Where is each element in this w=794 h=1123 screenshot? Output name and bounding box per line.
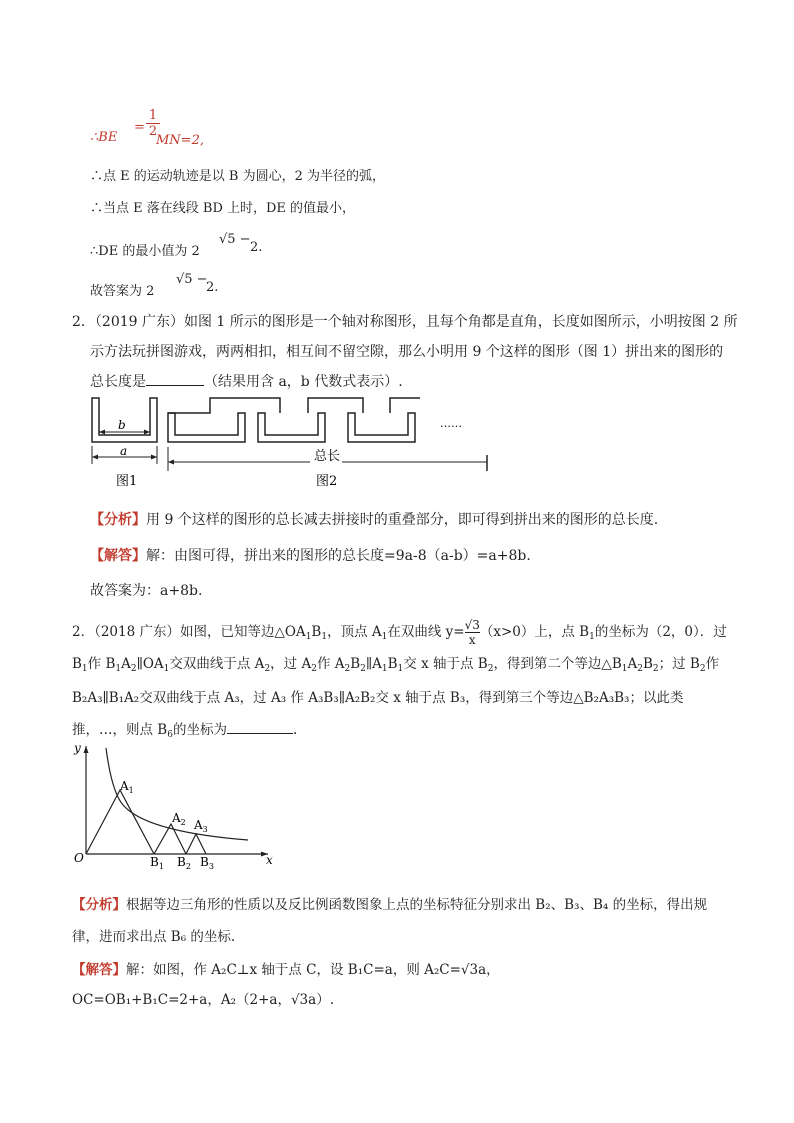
- min-value-label: ∴DE 的最小值为 2: [90, 244, 200, 259]
- b2-label: $B_2$: [177, 855, 191, 871]
- q3-line-3: B₂A₃∥B₁A₂交双曲线于点 A₃，过 A₃ 作 A₃B₃∥A₂B₂交 x 轴于点 B₃，得到第三个等边△B₂A₃B₃；以此类: [72, 690, 684, 706]
- fig2-piece-1: [168, 413, 245, 442]
- q2-line-2: 示方法玩拼图游戏，两两相扣，相互间不留空隙，那么小明用 9 个这样的图形（图 1）拼出来的图形的: [90, 344, 724, 360]
- q3-line-4: 推，…，则点 $B_6$的坐标为 .: [72, 722, 298, 740]
- figure-1-2: [80, 395, 510, 495]
- hyperbola-graph: [68, 738, 283, 873]
- q3-analysis: 【分析】根据等边三角形的性质以及反比例函数图象上点的坐标特征分别求出 B₂、B₃、B₄ 的坐标，得出规: [72, 897, 708, 913]
- q3-line-1: 2．（2018 广东）如图，已知等边$\triangle OA_1B_1$，顶点 $A_1$在双曲线 y= $\frac{√3}{x}$ （x>0）上，点 $B_1$的坐标为（2，0）．过: [72, 618, 727, 647]
- fig2-bridge-1: [168, 398, 280, 413]
- a2-label: $A_2$: [172, 811, 186, 827]
- x-label: x: [266, 853, 273, 867]
- q3-line-2: $B_1$作 $B_1A_2\parallel OA_1$交双曲线于点 $A_2$，过 $A_2$作 $A_2B_2\parallel A_1B_1$交 x 轴于点 $B_2$，得到第二个等边$\triangle B_1A_2B_2$；过 $B_2$作: [72, 656, 720, 674]
- a1-label: $A_1$: [120, 779, 134, 795]
- q2-answer: 故答案为：a+8b.: [90, 583, 203, 599]
- hyperbola-curve: [106, 748, 248, 840]
- fig2-piece-2: [258, 413, 325, 442]
- total-label: 总长: [314, 449, 341, 464]
- be-line: [90, 130, 117, 145]
- fig2-bridge-3: [390, 398, 420, 413]
- q3-solution-2: OC=OB₁+B₁C=2+a，A₂（2+a，√3a）.: [72, 992, 334, 1008]
- fig2-piece-3: [348, 413, 415, 442]
- mn-value: MN=2,: [156, 133, 204, 148]
- half-fraction: = 1 2: [146, 108, 160, 139]
- q2-line-3: 总长度是 （结果用含 a，b 代数式表示）.: [90, 374, 403, 390]
- origin-label: O: [74, 851, 84, 865]
- fig1-caption: 图1: [116, 474, 138, 489]
- a3-label: $A_3$: [194, 818, 208, 834]
- q2-line-1: 2．（2019 广东）如图 1 所示的图形是一个轴对称图形，且每个角都是直角，长度如图所示，小明按图 2 所: [72, 314, 738, 330]
- sqrt5-expr: √5 −: [219, 232, 251, 247]
- answer-blank-b6: [227, 721, 293, 734]
- answer-tail: 2.: [206, 280, 219, 295]
- q2-solution: 【解答】解：由图可得，拼出来的图形的总长度=9a-8（a-b）=a+8b.: [90, 548, 531, 564]
- answer-label-1: 故答案为 2: [90, 284, 155, 299]
- y-label: y: [74, 741, 81, 755]
- q2-analysis: 【分析】用 9 个这样的图形的总长减去拼接时的重叠部分，即可得到拼出来的图形的总长度.: [90, 512, 659, 528]
- b-label: b: [118, 418, 126, 432]
- b3-label: $B_3$: [200, 855, 214, 871]
- answer-blank: [146, 373, 204, 386]
- b1-label: $B_1$: [150, 855, 164, 871]
- fig2-bridge-2: [308, 398, 363, 413]
- arc-statement: ∴点 E 的运动轨迹是以 B 为圆心，2 为半径的弧，: [90, 169, 385, 184]
- q3-solution: 【解答】解：如图，作 A₂C⊥x 轴于点 C，设 B₁C=a，则 A₂C=√3a，: [72, 962, 500, 978]
- be-label: ∴BE: [90, 130, 118, 145]
- fig2-caption: 图2: [316, 474, 338, 489]
- answer-sqrt5: √5 −: [176, 272, 208, 287]
- min-condition: ∴当点 E 落在线段 BD 上时，DE 的值最小，: [90, 201, 356, 216]
- a-label: a: [120, 444, 128, 458]
- hyperbola-fraction: $\frac{√3}{x}$: [464, 618, 480, 647]
- triangle-1: [86, 790, 154, 854]
- triangle-3: [186, 834, 206, 854]
- q3-analysis-2: 律，进而求出点 B₆ 的坐标.: [72, 929, 236, 945]
- min-value-tail: 2.: [250, 240, 263, 255]
- continuation-dots: ……: [440, 417, 462, 430]
